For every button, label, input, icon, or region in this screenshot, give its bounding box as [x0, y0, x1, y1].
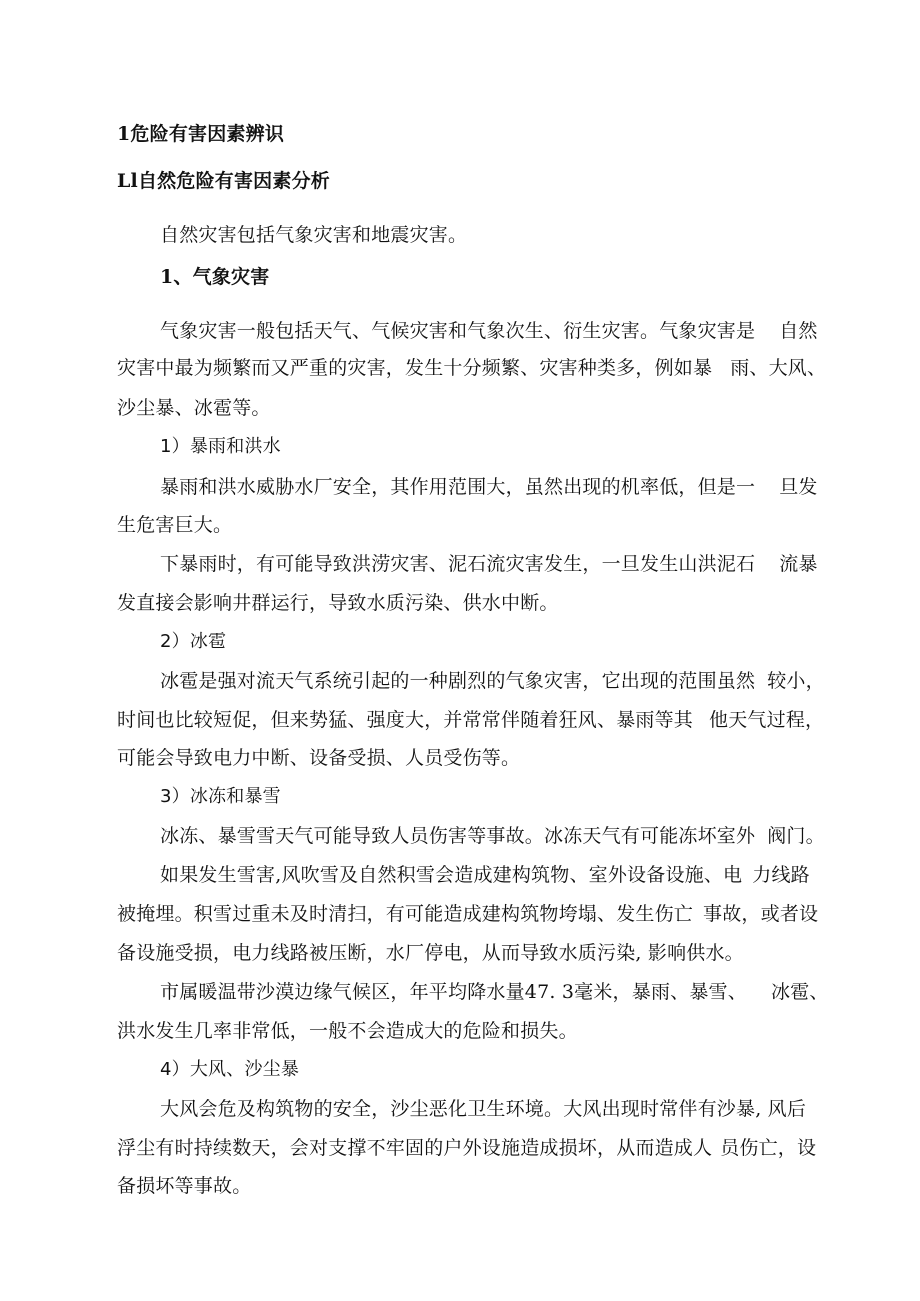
text-segment: 被掩埋。积雪过重未及时清扫，有可能造成建构筑物垮塌、发生伤亡 — [117, 903, 694, 925]
intro-paragraph: 自然灾害包括气象灾害和地震灾害。 — [160, 224, 468, 246]
subsection-title-freezing-snowstorm: 3）冰冻和暴雪 — [160, 786, 281, 807]
paragraph-line — [160, 551, 818, 577]
text-segment: 事故，或者设 — [703, 903, 819, 925]
paragraph-line — [160, 979, 829, 1005]
paragraph-line: 大风会危及构筑物的安全，沙尘恶化卫生环境。大风出现时常伴有沙暴, 风后 — [160, 1098, 807, 1120]
paragraph-line — [160, 318, 818, 344]
paragraph-line: 备损坏等事故。 — [117, 1175, 252, 1197]
paragraph-line — [160, 862, 810, 888]
paragraph-line: 发直接会影响井群运行，导致水质污染、供水中断。 — [117, 592, 559, 614]
paragraph-line: 沙尘暴、冰雹等。 — [117, 397, 271, 419]
text-segment: 较小， — [767, 670, 825, 692]
paragraph-line — [117, 707, 824, 733]
paragraph-line: 洪水发生几率非常低，一般不会造成大的危险和损失。 — [117, 1020, 578, 1042]
paragraph-line — [160, 668, 825, 694]
text-segment: 员伤亡，设 — [720, 1137, 817, 1159]
paragraph-line — [160, 823, 825, 849]
text-segment: 气象灾害一般包括天气、气候灾害和气象次生、衍生灾害。气象灾害是 — [160, 320, 756, 342]
text-segment: 如果发生雪害,风吹雪及自然积雪会造成建构筑物、室外设备设施、电 — [160, 864, 743, 886]
subsection-title-rainstorm-flood: 1）暴雨和洪水 — [160, 436, 281, 457]
paragraph-line — [160, 474, 818, 500]
text-segment: 市属暖温带沙漠边缘气候区，年平均降水量47. 3毫米，暴雨、暴雪、 — [160, 981, 747, 1003]
paragraph-line — [117, 1135, 816, 1161]
text-segment: 时间也比较短促，但来势猛、强度大，并常常伴随着狂风、暴雨等其 — [117, 709, 694, 731]
text-segment: 下暴雨时，有可能导致洪涝灾害、泥石流灾害发生，一旦发生山洪泥石 — [160, 553, 756, 575]
text-segment: 冰冻、暴雪雪天气可能导致人员伤害等事故。冰冻天气有可能冻坏室外 — [160, 825, 756, 847]
paragraph-line: 可能会导致电力中断、设备受损、人员受伤等。 — [117, 747, 521, 769]
text-segment: 灾害中最为频繁而又严重的灾害，发生十分频繁、灾害种类多，例如暴 — [117, 357, 713, 379]
heading-natural-hazard-analysis: Ll自然危险有害因素分析 — [117, 170, 330, 192]
subsection-title-hail: 2）冰雹 — [160, 631, 227, 652]
paragraph-line: 备设施受损，电力线路被压断，水厂停电，从而导致水质污染, 影响供水。 — [117, 942, 744, 964]
text-segment: 力线路 — [752, 864, 810, 886]
heading-hazard-identification: 1危险有害因素辨识 — [117, 123, 285, 145]
text-segment: 旦发 — [779, 476, 818, 498]
text-segment: 暴雨和洪水威胁水厂安全，其作用范围大，虽然出现的机率低，但是一 — [160, 476, 756, 498]
text-segment: 浮尘有时持续数天，会对支撑不牢固的户外设施造成损坏，从而造成人 — [117, 1137, 713, 1159]
paragraph-line — [117, 901, 818, 927]
text-segment: 冰雹是强对流天气系统引起的一种剧烈的气象灾害，它出现的范围虽然 — [160, 670, 756, 692]
text-segment: 阀门。 — [767, 825, 825, 847]
subsection-title-gale-sandstorm: 4）大风、沙尘暴 — [160, 1059, 300, 1080]
text-segment: 冰雹、 — [770, 981, 829, 1003]
text-segment: 流暴 — [779, 553, 818, 575]
text-segment: 自然 — [779, 320, 818, 342]
paragraph-line — [117, 355, 826, 381]
text-segment: 雨、大风、 — [730, 357, 827, 379]
section-title-meteorological-disasters: 1、气象灾害 — [160, 266, 270, 288]
paragraph-line: 生危害巨大。 — [117, 514, 233, 536]
text-segment: 他天气过程， — [709, 709, 825, 731]
